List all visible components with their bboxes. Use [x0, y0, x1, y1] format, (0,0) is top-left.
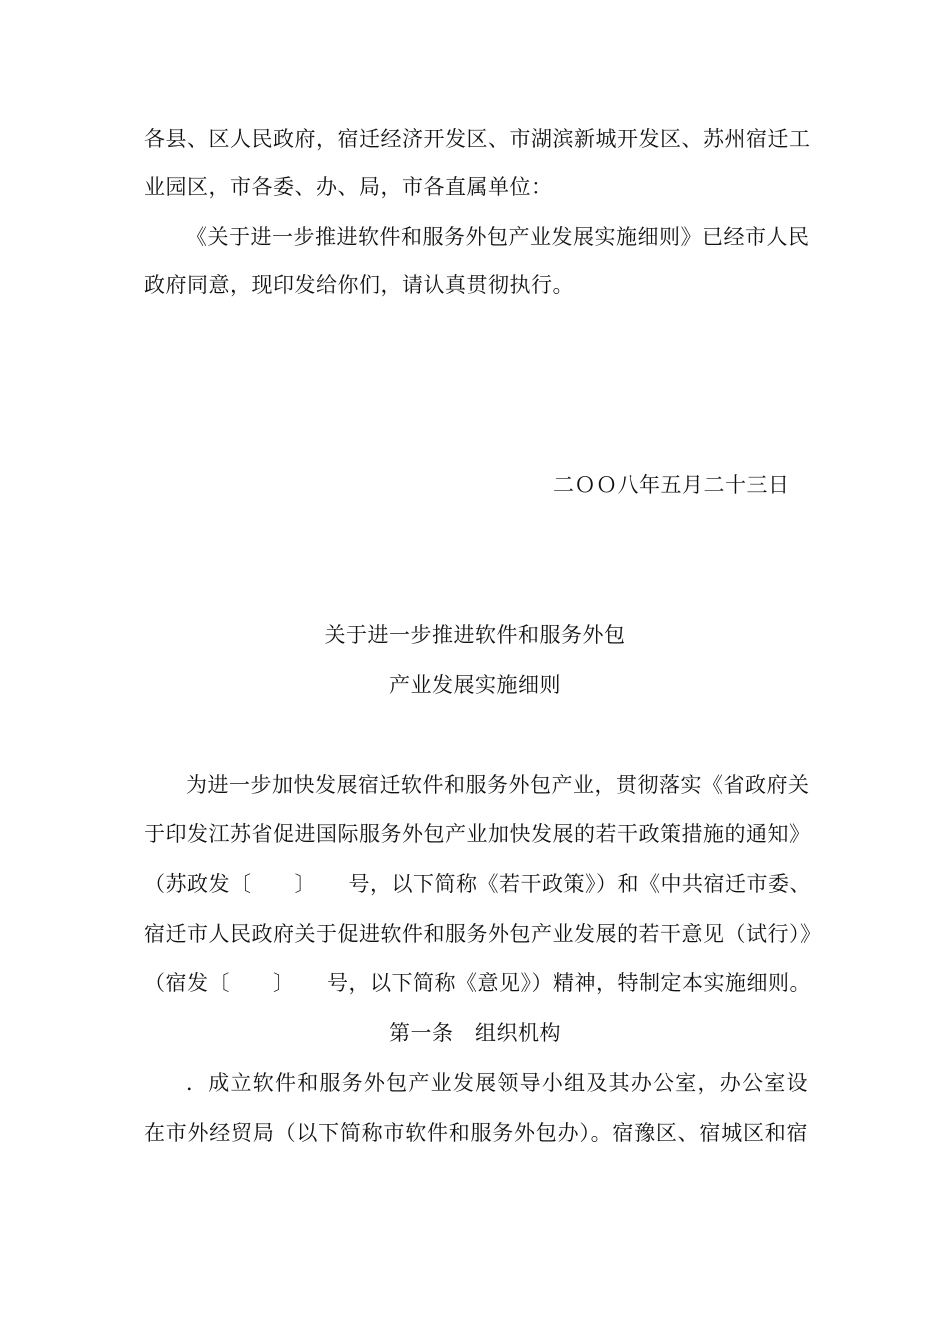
preamble-line-4: 宿迁市人民政府关于促进软件和服务外包产业发展的若干意见（试行）》 — [144, 922, 822, 946]
article-1-heading: 第一条 组织机构 — [389, 1021, 561, 1045]
article-1-line-1: ．成立软件和服务外包产业发展领导小组及其办公室，办公室设 — [186, 1071, 808, 1095]
recipients-line-1: 各县、区人民政府，宿迁经济开发区、市湖滨新城开发区、苏州宿迁工 — [144, 127, 811, 151]
rules-title-line-1: 关于进一步推进软件和服务外包 — [324, 623, 626, 647]
preamble-line-2: 于印发江苏省促进国际服务外包产业加快发展的若干政策措施的通知》 — [144, 822, 811, 846]
issue-date: 二ＯＯ八年五月二十三日 — [553, 473, 790, 497]
article-1-line-2: 在市外经贸局（以下简称市软件和服务外包办）。宿豫区、宿城区和宿 — [144, 1121, 808, 1145]
recipients-line-2: 业园区，市各委、办、局，市各直属单位： — [144, 175, 553, 199]
preamble-line-5: （宿发〔 〕 号，以下简称《意见》）精神，特制定本实施细则。 — [144, 971, 811, 995]
notice-body-line-2: 政府同意，现印发给你们，请认真贯彻执行。 — [144, 273, 574, 297]
rules-title-line-2: 产业发展实施细则 — [389, 673, 561, 697]
preamble-line-1: 为进一步加快发展宿迁软件和服务外包产业，贯彻落实《省政府关 — [186, 773, 810, 797]
notice-body-line-1: 《关于进一步推进软件和服务外包产业发展实施细则》已经市人民 — [186, 225, 810, 249]
preamble-line-3: （苏政发〔 〕 号，以下简称《若干政策》）和《中共宿迁市委、 — [144, 872, 811, 896]
